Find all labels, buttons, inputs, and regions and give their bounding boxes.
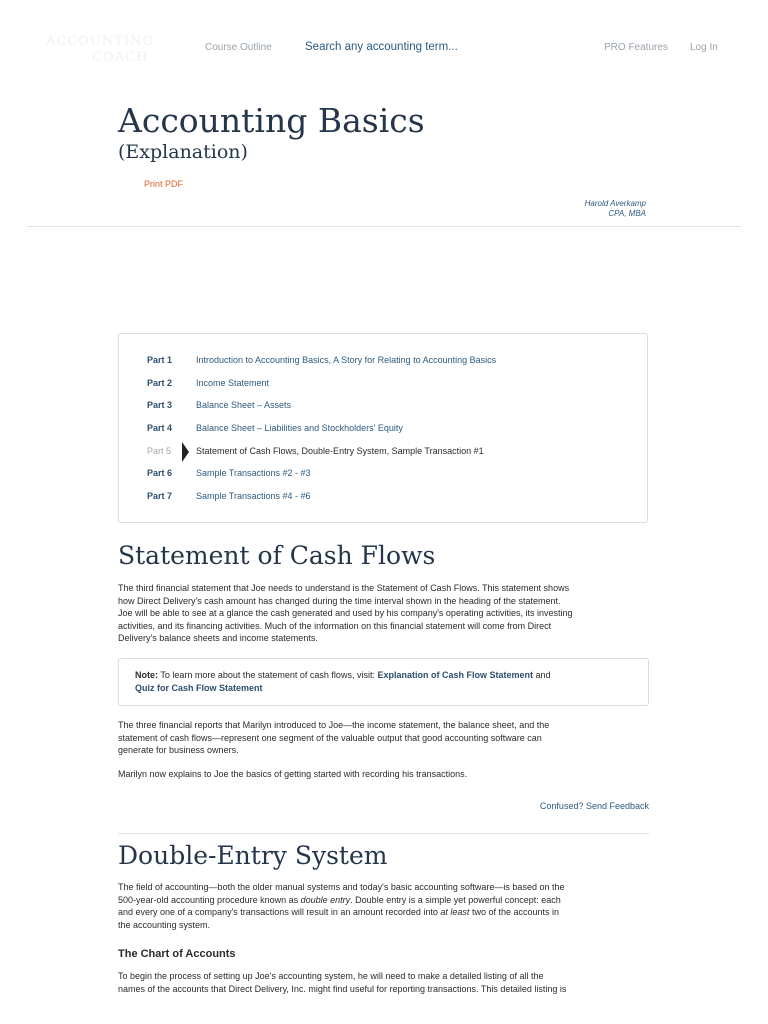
text-line: Delivery's balance sheets and income statements. xyxy=(118,633,318,644)
toc-part-title: Statement of Cash Flows, Double-Entry System, Sample Transaction #1 xyxy=(196,446,484,456)
text-line xyxy=(118,906,648,919)
note-box xyxy=(118,658,649,706)
text-line: names of the accounts that Direct Delivery, Inc. might find useful for reporting transactions. This detailed listing is xyxy=(118,983,567,994)
author-byline[interactable] xyxy=(585,199,646,219)
toc-item-part-2[interactable] xyxy=(147,378,637,392)
chart-of-accounts-paragraph xyxy=(118,970,648,995)
cash-flows-paragraph-2 xyxy=(118,719,648,757)
toc-item-part-4[interactable] xyxy=(147,423,637,437)
author-credentials[interactable]: CPA, MBA xyxy=(608,209,646,218)
section-divider xyxy=(118,833,649,834)
double-entry-paragraph-1 xyxy=(118,881,648,931)
text-line: the accounting system. xyxy=(118,919,211,930)
subheading-chart-of-accounts: The Chart of Accounts xyxy=(118,948,236,960)
text-fragment: and every one of a company's transactions will result in an amount recorded into xyxy=(118,907,441,918)
toc-part-title[interactable]: Income Statement xyxy=(196,378,270,388)
site-logo[interactable] xyxy=(46,34,156,66)
text-line: statement of cash flows—represent one segment of the valuable output that good accounting software can xyxy=(118,732,542,743)
note-label: Note: xyxy=(135,670,158,680)
toc-part-number[interactable]: Part 2 xyxy=(147,378,173,388)
text-fragment: . Double entry is a simple yet powerful concept: each xyxy=(350,894,561,905)
text-line: To begin the process of setting up Joe's accounting system, he will need to make a detailed listing of all the xyxy=(118,971,544,981)
section-heading-double-entry: Double-Entry System xyxy=(118,841,388,870)
text-fragment: two of the accounts in xyxy=(469,907,559,918)
text-line: The field of accounting—both the older manual systems and today's basic accounting software—is based on the xyxy=(118,882,565,892)
section-heading-cash-flows: Statement of Cash Flows xyxy=(118,541,436,570)
toc-part-title[interactable]: Sample Transactions #2 - #3 xyxy=(196,468,311,478)
logo-line-1: ACCOUNTING xyxy=(46,34,154,49)
emphasis-at-least: at least xyxy=(440,907,470,918)
send-feedback-link[interactable]: Confused? Send Feedback xyxy=(539,801,649,811)
toc-item-part-3[interactable] xyxy=(147,400,637,414)
cash-flow-explanation-link[interactable]: Explanation of Cash Flow Statement xyxy=(377,670,533,680)
table-of-contents xyxy=(118,333,648,523)
text-line: The three financial reports that Marilyn introduced to Joe—the income statement, the balance sheet, and the xyxy=(118,720,550,730)
toc-part-number[interactable]: Part 4 xyxy=(147,423,173,433)
text-line: generate for business owners. xyxy=(118,745,239,756)
top-navigation xyxy=(0,0,768,95)
toc-part-number[interactable]: Part 7 xyxy=(147,491,173,501)
toc-item-part-1[interactable] xyxy=(147,355,637,369)
cash-flows-paragraph-1 xyxy=(118,582,648,645)
toc-part-title[interactable]: Balance Sheet – Assets xyxy=(196,400,292,410)
print-pdf-link[interactable]: Print PDF xyxy=(144,179,184,189)
toc-part-number[interactable]: Part 3 xyxy=(147,400,173,410)
toc-part-number: Part 5 xyxy=(147,446,172,456)
header-divider xyxy=(27,226,741,227)
text-line: activities, and its financing activities. Much of the information on this financial statement will come from Direct xyxy=(118,620,552,631)
caret-right-icon xyxy=(182,442,189,462)
search-input[interactable]: Search any accounting term... xyxy=(305,41,458,53)
toc-part-title[interactable]: Sample Transactions #4 - #6 xyxy=(196,491,311,501)
nav-course-outline-link[interactable]: Course Outline xyxy=(205,42,272,53)
toc-part-title[interactable]: Balance Sheet – Liabilities and Stockholders' Equity xyxy=(196,423,403,433)
nav-log-in-link[interactable]: Log In xyxy=(690,42,718,53)
text-line: Joe will be able to see at a glance the cash generated and used by his company's operating activities, its investing xyxy=(118,608,573,619)
text-line: The third financial statement that Joe needs to understand is the Statement of Cash Flows. This statement shows xyxy=(118,583,570,593)
note-text: To learn more about the statement of cash flows, visit: xyxy=(158,670,378,680)
logo-line-2: COACH xyxy=(92,50,149,65)
nav-pro-features-link[interactable]: PRO Features xyxy=(604,42,668,53)
toc-item-part-5-current xyxy=(147,446,637,460)
author-name[interactable]: Harold Averkamp xyxy=(584,199,646,208)
cash-flow-quiz-link[interactable]: Quiz for Cash Flow Statement xyxy=(135,682,263,693)
toc-part-number[interactable]: Part 1 xyxy=(147,355,173,365)
toc-item-part-7[interactable] xyxy=(147,491,637,505)
toc-item-part-6[interactable] xyxy=(147,468,637,482)
cash-flows-paragraph-3: Marilyn now explains to Joe the basics of getting started with recording his transactions. xyxy=(118,769,468,779)
page-title: Accounting Basics xyxy=(118,101,425,140)
page-subtitle: (Explanation) xyxy=(118,141,248,163)
emphasis-double-entry: double entry xyxy=(300,894,351,905)
text-line: how Direct Delivery's cash amount has changed during the time interval shown in the heading of the statement. xyxy=(118,595,561,606)
toc-part-title[interactable]: Introduction to Accounting Basics, A Story for Relating to Accounting Basics xyxy=(196,355,497,365)
toc-part-number[interactable]: Part 6 xyxy=(147,468,173,478)
note-and-text: and xyxy=(532,670,551,680)
text-fragment: 500-year-old accounting procedure known as xyxy=(118,894,301,905)
text-line xyxy=(118,894,648,907)
